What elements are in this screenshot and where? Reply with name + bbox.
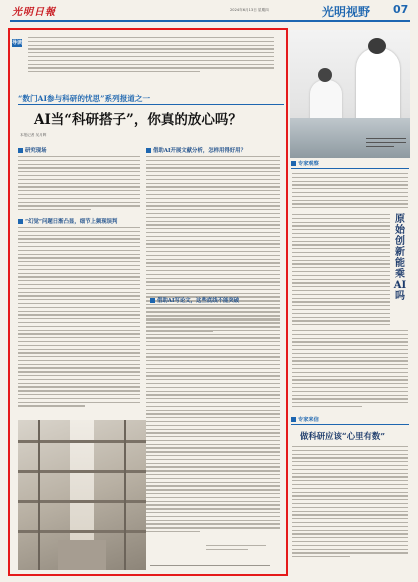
- page-number: 07: [393, 3, 409, 16]
- section-title: 光明视野: [322, 5, 371, 19]
- square-bullet-icon: [291, 161, 296, 166]
- section-head-hallucination: “幻觉”问题日渐凸显，细节上频现误判: [18, 217, 117, 225]
- section-head-field: 研究现场: [18, 146, 47, 154]
- vertical-title: 原始创新能乘AI吗: [393, 214, 407, 302]
- photo-caption: [366, 138, 406, 149]
- right-column-text-bottom: [292, 446, 408, 560]
- section-head-writing: 借助AI写论文，这些底线不能突破: [150, 296, 239, 304]
- right-column-text-mid: [292, 214, 390, 328]
- paper-name: 光明日報: [12, 7, 56, 18]
- main-headline: AI当“科研搭子”，你真的放心吗？: [34, 112, 242, 128]
- right-column-text-lower: [292, 330, 408, 410]
- square-bullet-icon: [291, 417, 296, 422]
- series-label: “数门AI参与科研的忧思”系列报道之一: [18, 94, 151, 103]
- bottom-right-headline: 做科研应该“心里有数”: [300, 431, 386, 441]
- date-info: 2024年6月13日 星期四: [230, 8, 269, 12]
- masthead-rule: [10, 20, 410, 22]
- right-column-text-top: [292, 173, 408, 211]
- section-head-literature: 借助AI开展文献分析，怎样用得好用？: [146, 146, 246, 154]
- highlight-frame: [8, 28, 288, 576]
- lab-photo: [290, 30, 410, 158]
- byline: 本报记者 吴月辉: [20, 133, 47, 137]
- masthead: [0, 0, 418, 26]
- intro-label: 导读: [12, 40, 23, 46]
